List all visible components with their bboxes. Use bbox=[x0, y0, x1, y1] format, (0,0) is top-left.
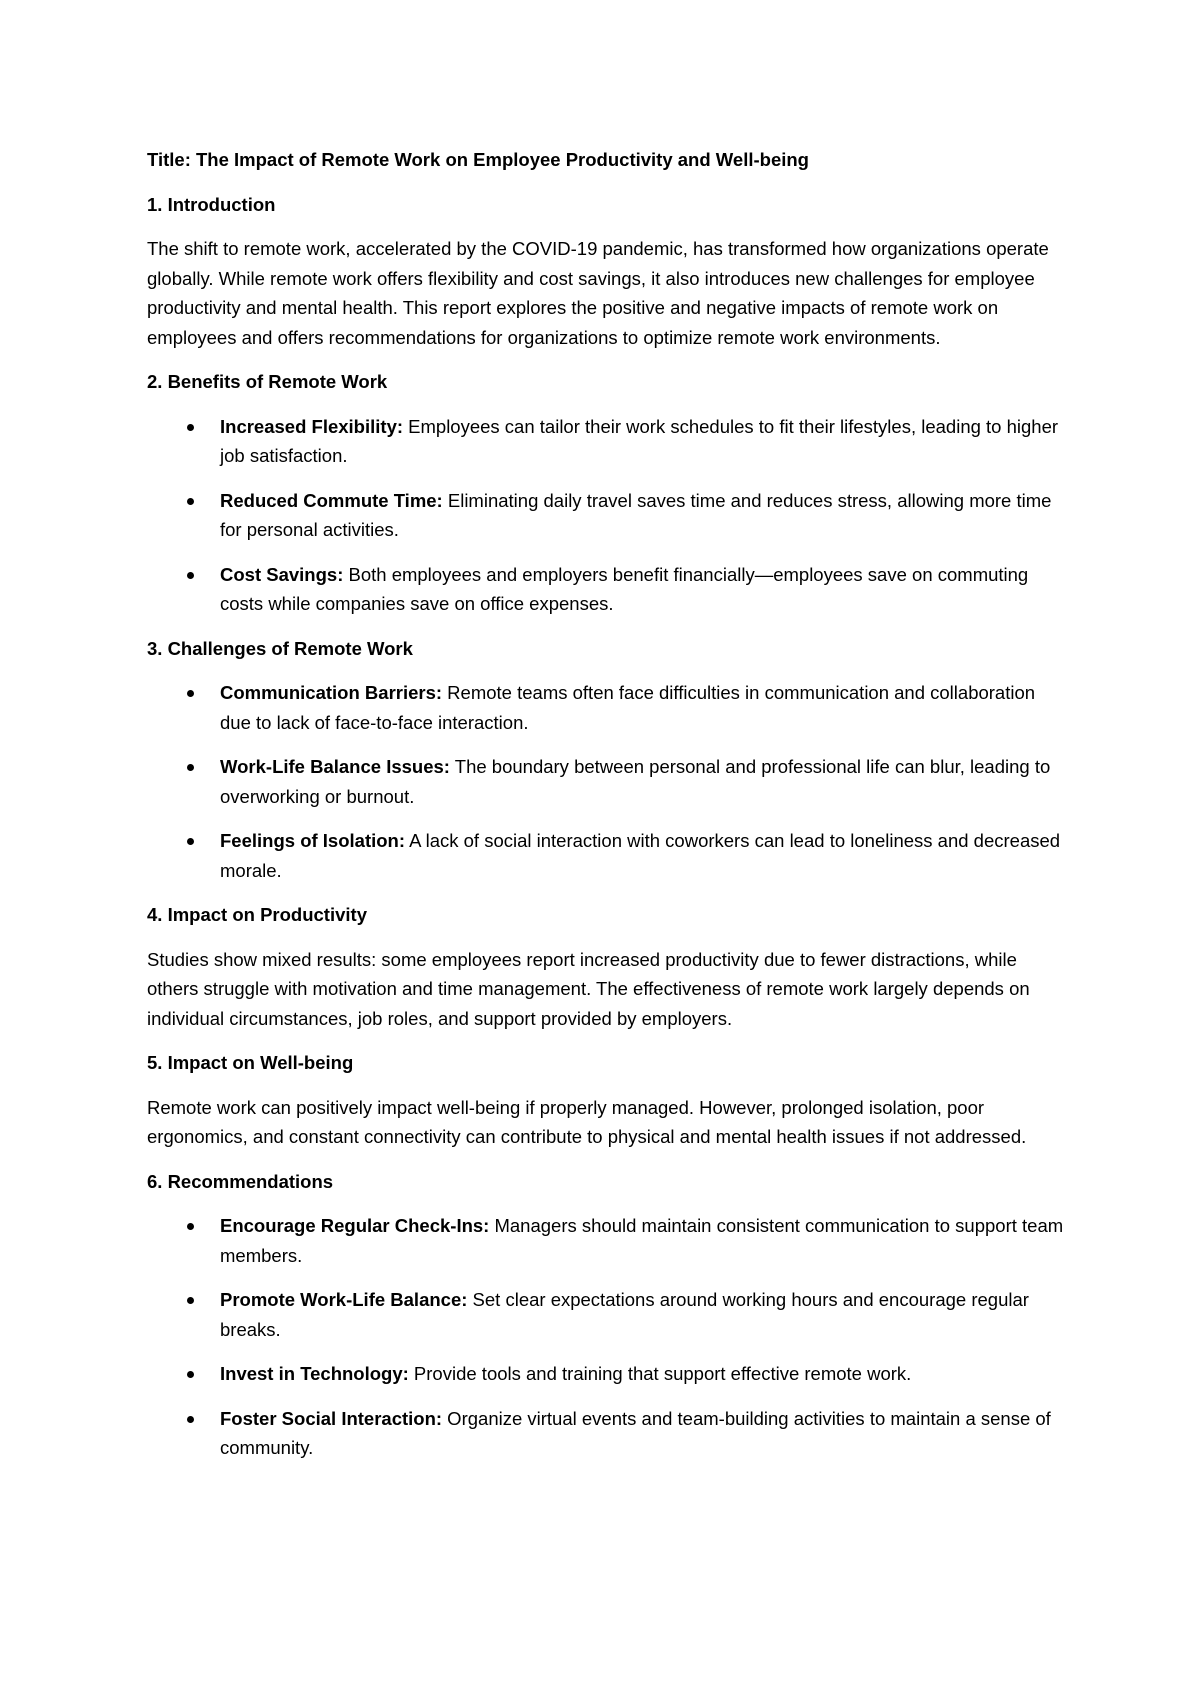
section-heading-recommendations: 6. Recommendations bbox=[147, 1170, 334, 1192]
list-item bbox=[147, 560, 1067, 619]
list-item bbox=[147, 826, 1067, 885]
document-title: Title: The Impact of Remote Work on Employee Productivity and Well-being bbox=[147, 149, 809, 170]
bullet-icon bbox=[187, 764, 194, 771]
list-item bbox=[147, 1211, 1067, 1270]
section-heading-productivity: 4. Impact on Productivity bbox=[147, 904, 367, 925]
list-item-text: Employees can tailor their work schedules to fit their lifestyles, leading to higher job satisfaction. bbox=[220, 415, 1059, 466]
list-item-term: Cost Savings: bbox=[220, 563, 344, 585]
list-item-term: Feelings of Isolation: bbox=[220, 830, 406, 851]
section-heading-introduction: 1. Introduction bbox=[147, 193, 276, 215]
bullet-icon bbox=[187, 572, 194, 579]
productivity-paragraph: Studies show mixed results: some employees report increased productivity due to fewer distractions, while others struggle with motivation and time management. The effectiveness of remote work largely depends on individual circumstances, job roles, and support provided by employers. bbox=[147, 948, 1030, 1029]
section-heading-benefits: 2. Benefits of Remote Work bbox=[147, 371, 388, 392]
list-item bbox=[147, 752, 1067, 811]
challenges-list bbox=[147, 678, 1067, 885]
list-item bbox=[147, 678, 1067, 737]
list-item bbox=[147, 1404, 1067, 1463]
bullet-icon bbox=[187, 1416, 194, 1423]
list-item-term: Reduced Commute Time: bbox=[220, 489, 443, 511]
list-item-text: Managers should maintain consistent communication to support team members. bbox=[220, 1215, 1064, 1266]
list-item-term: Encourage Regular Check-Ins: bbox=[220, 1215, 490, 1236]
document-page bbox=[147, 145, 1067, 1478]
list-item-term: Invest in Technology: bbox=[220, 1363, 409, 1384]
list-item-text: Set clear expectations around working hours and encourage regular breaks. bbox=[220, 1289, 1029, 1340]
list-item bbox=[147, 486, 1067, 545]
section-heading-challenges: 3. Challenges of Remote Work bbox=[147, 637, 413, 659]
list-item-term: Promote Work-Life Balance: bbox=[220, 1289, 468, 1310]
recommendations-list bbox=[147, 1211, 1067, 1463]
bullet-icon bbox=[187, 1223, 194, 1230]
benefits-list bbox=[147, 412, 1067, 619]
list-item-text: Provide tools and training that support effective remote work. bbox=[408, 1363, 912, 1384]
list-item bbox=[147, 412, 1067, 471]
bullet-icon bbox=[187, 424, 194, 431]
list-item-text: Organize virtual events and team-building activities to maintain a sense of community. bbox=[220, 1407, 1051, 1458]
list-item bbox=[147, 1285, 1067, 1344]
bullet-icon bbox=[187, 498, 194, 505]
list-item-term: Communication Barriers: bbox=[220, 682, 443, 703]
well-being-paragraph: Remote work can positively impact well-being if properly managed. However, prolonged isolation, poor ergonomics, and constant connectivity can contribute to physical and mental health issues if not addressed. bbox=[147, 1096, 1027, 1147]
list-item-text: A lack of social interaction with coworkers can lead to loneliness and decreased morale. bbox=[220, 830, 1061, 881]
section-heading-well-being: 5. Impact on Well-being bbox=[147, 1052, 354, 1073]
list-item bbox=[147, 1359, 1067, 1389]
bullet-icon bbox=[187, 1297, 194, 1304]
list-item-term: Work-Life Balance Issues: bbox=[220, 756, 450, 777]
introduction-paragraph: The shift to remote work, accelerated by the COVID-19 pandemic, has transformed how organizations operate globally. While remote work offers flexibility and cost savings, it also introduces new challenges for employee productivity and mental health. This report explores the positive and negative impacts of remote work on employees and offers recommendations for organizations to optimize remote work environments. bbox=[147, 238, 1049, 348]
list-item-term: Increased Flexibility: bbox=[220, 415, 404, 437]
list-item-text: The boundary between personal and professional life can blur, leading to overworking or burnout. bbox=[220, 756, 1051, 807]
list-item-text: Both employees and employers benefit financially—employees save on commuting costs while companies save on office expenses. bbox=[220, 563, 1029, 614]
list-item-text: Remote teams often face difficulties in communication and collaboration due to lack of face-to-face interaction. bbox=[220, 682, 1036, 733]
bullet-icon bbox=[187, 690, 194, 697]
bullet-icon bbox=[187, 1371, 194, 1378]
bullet-icon bbox=[187, 838, 194, 845]
list-item-term: Foster Social Interaction: bbox=[220, 1407, 443, 1429]
list-item-text: Eliminating daily travel saves time and reduces stress, allowing more time for personal activities. bbox=[220, 489, 1052, 540]
